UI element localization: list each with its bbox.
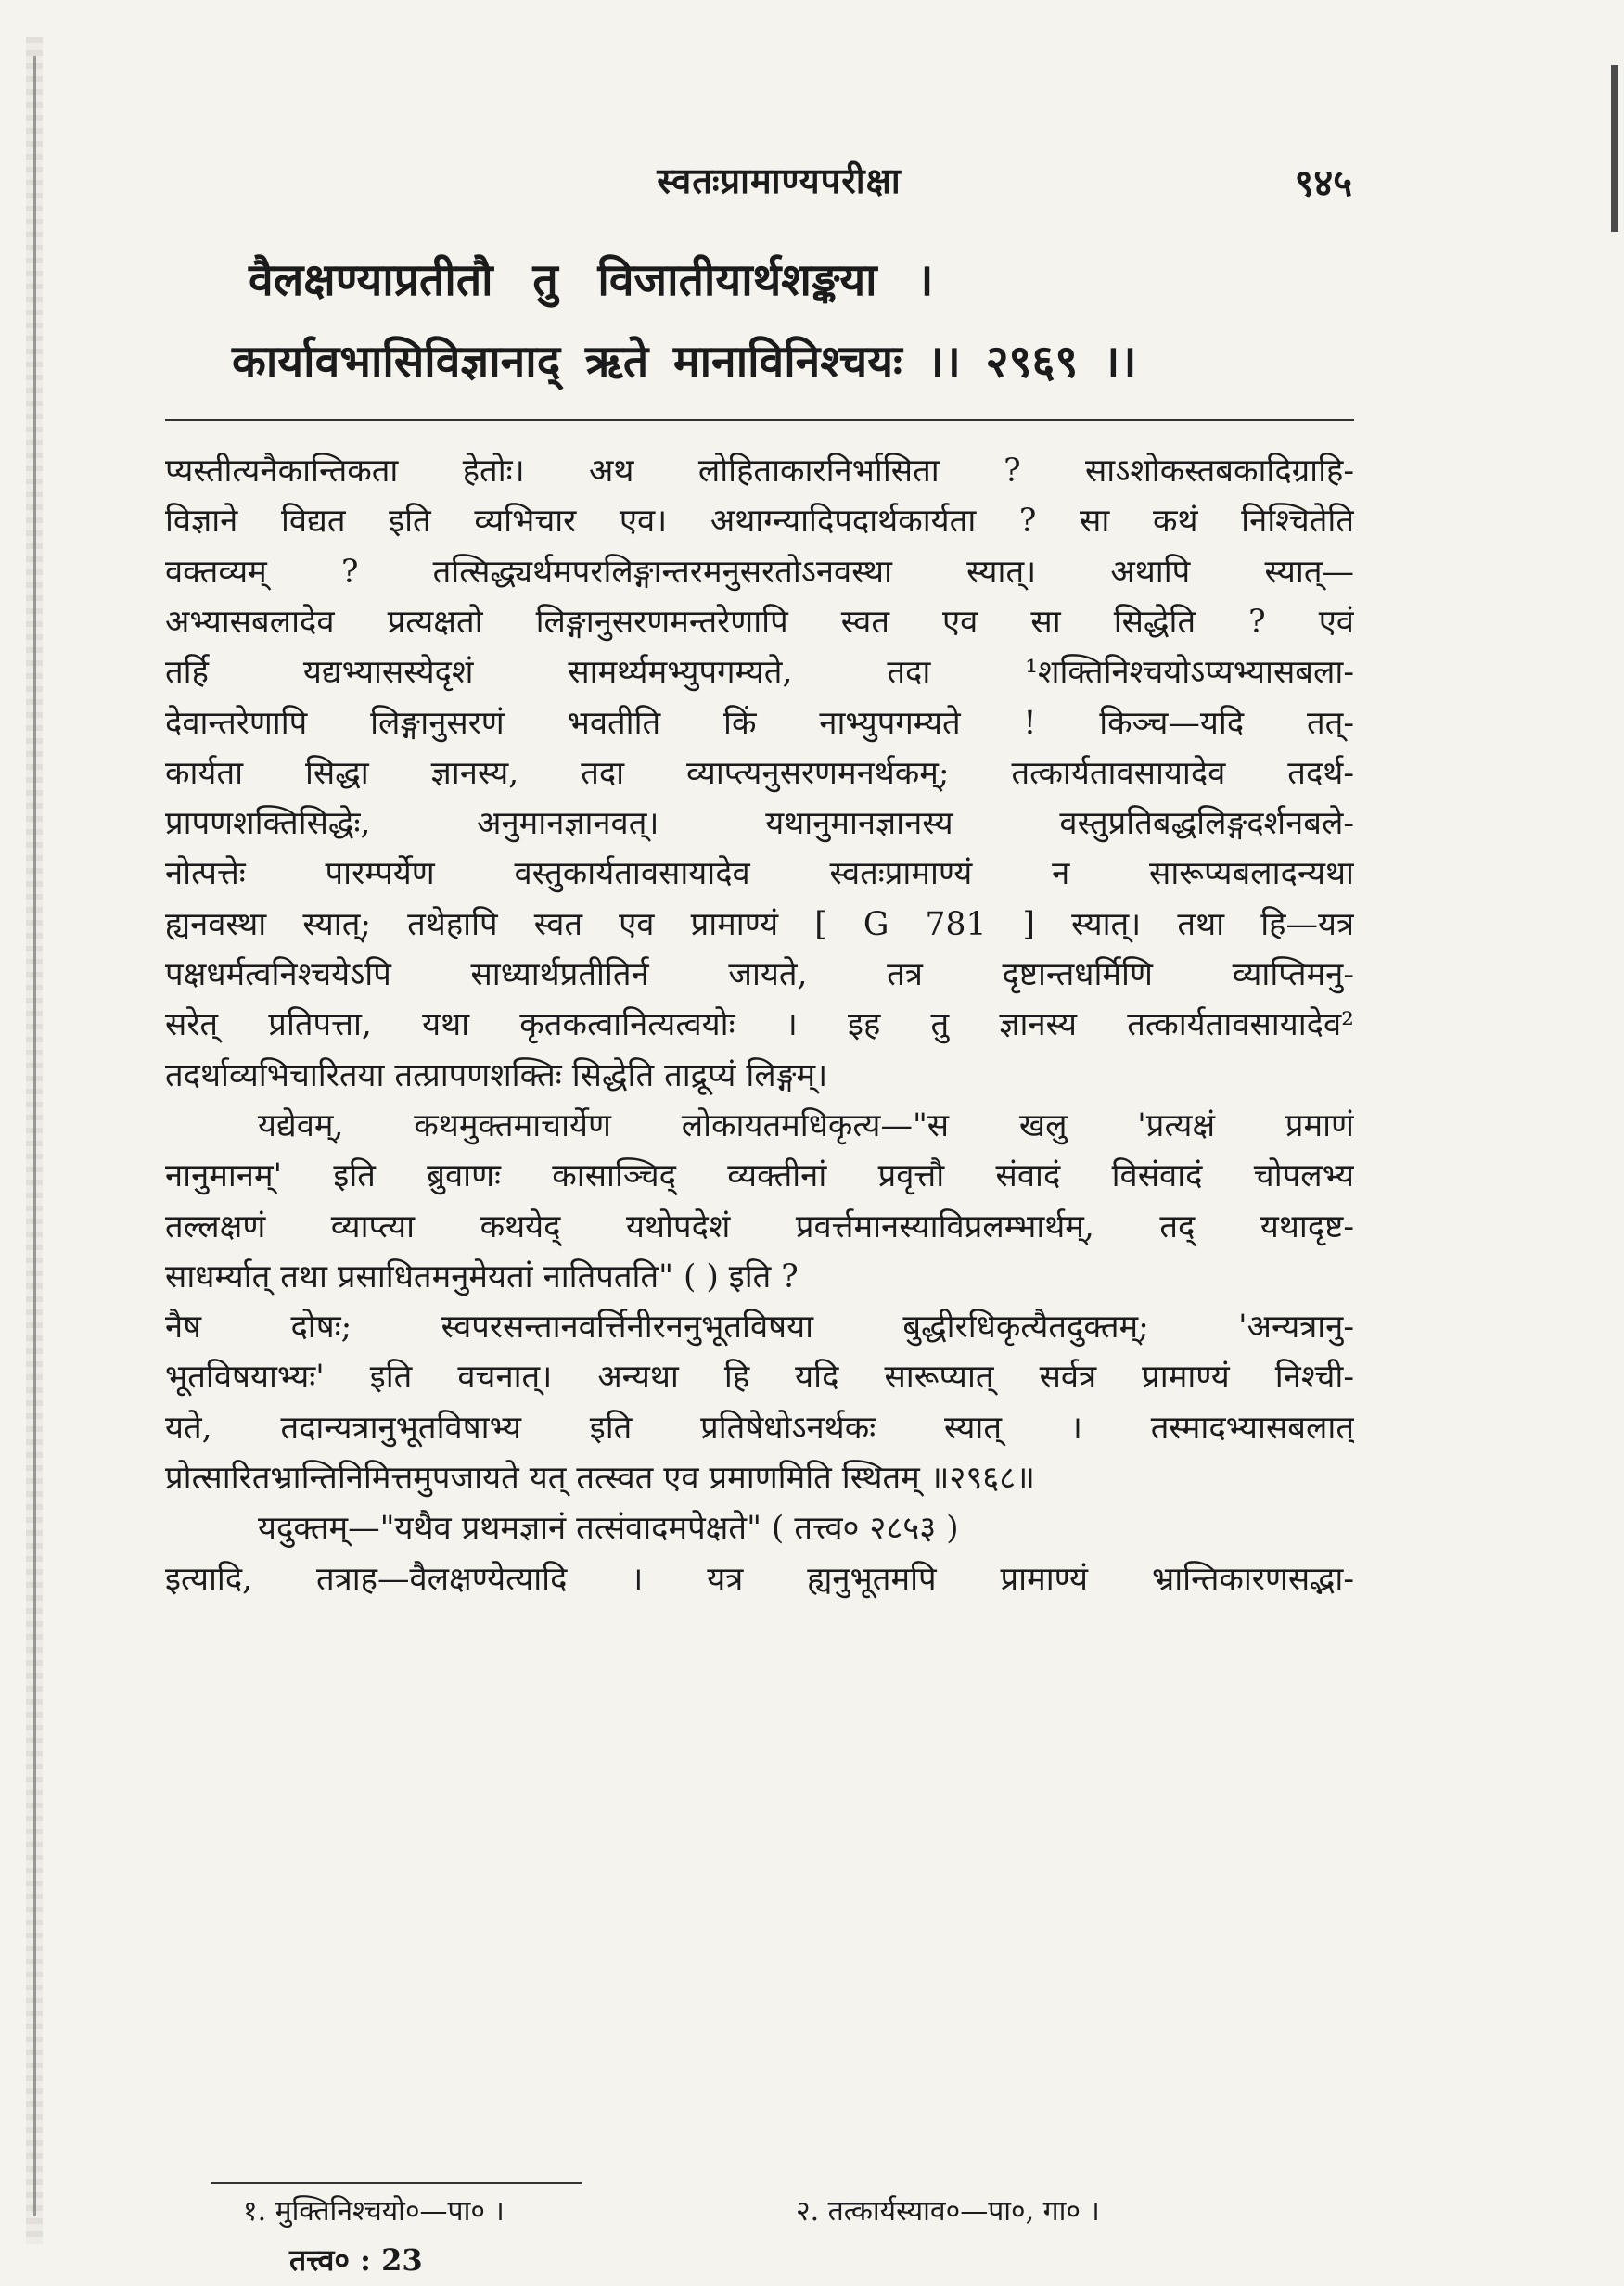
footnote-1: १. मुक्तिनिश्चयो०—पा० । bbox=[243, 2195, 505, 2228]
body-line: प्रापणशक्तिसिद्धेः, अनुमानज्ञानवत्। यथानुमानज्ञानस्य वस्तुप्रतिबद्धलिङ्गदर्शनबले- bbox=[165, 805, 1354, 843]
body-line: यते, तदान्यत्रानुभूतविषाभ्य इति प्रतिषेधोऽनर्थकः स्यात् । तस्मादभ्यासबलात् bbox=[165, 1409, 1354, 1447]
body-line: वक्तव्यम् ? तत्सिद्ध्यर्थमपरलिङ्गान्तरमनुसरतोऽनवस्था स्यात्। अथापि स्यात्— bbox=[165, 553, 1354, 591]
verse-line-1: वैलक्षण्याप्रतीतौ तु विजातीयार्थशङ्कया । bbox=[249, 254, 934, 306]
scan-binding-line bbox=[33, 56, 36, 2216]
body-line: नोत्पत्तेः पारम्पर्येण वस्तुकार्यतावसायादेव स्वतःप्रामाण्यं न सारूप्यबलादन्यथा bbox=[165, 855, 1354, 893]
body-line: यदुक्तम्—"यथैव प्रथमज्ञानं तत्संवादमपेक्षते" ( तत्त्व० २८५३ ) bbox=[258, 1510, 959, 1548]
running-head: स्वतःप्रामाण्यपरीक्षा bbox=[657, 160, 902, 201]
body-line: पक्षधर्मत्वनिश्चयेऽपि साध्यार्थप्रतीतिर्न जायते, तत्र दृष्टान्तधर्मिणि व्याप्तिमनु- bbox=[165, 956, 1354, 993]
body-line: नानुमानम्' इति ब्रुवाणः कासाञ्चिद् व्यक्तीनां प्रवृत्तौ संवादं विसंवादं चोपलभ्य bbox=[165, 1157, 1354, 1195]
body-line: प्रोत्सारितभ्रान्तिनिमित्तमुपजायते यत् तत्स्वत एव प्रमाणमिति स्थितम् ॥२९६८॥ bbox=[165, 1460, 1035, 1497]
body-line: तर्हि यद्यभ्यासस्येदृशं सामर्थ्यमभ्युपगम्यते, तदा ¹शक्तिनिश्चयोऽप्यभ्यासबला- bbox=[165, 654, 1354, 692]
body-line: इत्यादि, तत्राह—वैलक्षण्येत्यादि । यत्र ह्यनुभूतमपि प्रामाण्यं भ्रान्तिकारणसद्भा- bbox=[165, 1560, 1354, 1598]
body-line: अभ्यासबलादेव प्रत्यक्षतो लिङ्गानुसरणमन्तरेणापि स्वत एव सा सिद्धेति ? एवं bbox=[165, 603, 1354, 641]
body-line: साधर्म्यात् तथा प्रसाधितमनुमेयतां नातिपतति" ( ) इति ? bbox=[165, 1258, 799, 1296]
body-line: कार्यता सिद्धा ज्ञानस्य, तदा व्याप्त्यनुसरणमनर्थकम्; तत्कार्यतावसायादेव तदर्थ- bbox=[165, 754, 1354, 792]
verse-line-2: कार्यावभासिविज्ञानाद् ऋते मानाविनिश्चयः ।। २९६९ ।। bbox=[232, 336, 1137, 388]
signature-mark: तत्त्व० : 23 bbox=[289, 2242, 423, 2278]
footnote-2: २. तत्कार्यस्याव०—पा०, गा० । bbox=[796, 2195, 1100, 2228]
body-line: यद्येवम्, कथमुक्तमाचार्येण लोकायतमधिकृत्य—"स खलु 'प्रत्यक्षं प्रमाणं bbox=[258, 1106, 1354, 1144]
body-line: तदर्थाव्यभिचारितया तत्प्रापणशक्तिः सिद्धेति ताद्रूप्यं लिङ्गम्। bbox=[165, 1056, 828, 1094]
body-line: देवान्तरेणापि लिङ्गानुसरणं भवतीति किं नाभ्युपगम्यते ! किञ्च—यदि तत्- bbox=[165, 704, 1354, 742]
page-number: ९४५ bbox=[1294, 161, 1352, 205]
body-line: सरेत् प्रतिपत्ता, यथा कृतकत्वानित्यत्वयोः । इह तु ज्ञानस्य तत्कार्यतावसायादेव² bbox=[165, 1006, 1354, 1044]
body-line: नैष दोषः; स्वपरसन्तानवर्त्तिनीरननुभूतविषया बुद्धीरधिकृत्यैतदुक्तम्; 'अन्यत्रानु- bbox=[165, 1309, 1354, 1347]
scan-edge-right bbox=[1611, 65, 1618, 232]
body-line: प्यस्तीत्यनैकान्तिकता हेतोः। अथ लोहिताकारनिर्भासिता ? साऽशोकस्तबकादिग्राहि- bbox=[165, 453, 1354, 490]
footnote-divider bbox=[211, 2182, 582, 2184]
body-line: विज्ञाने विद्यत इति व्यभिचार एव। अथाग्न्यादिपदार्थकार्यता ? सा कथं निश्चितेति bbox=[165, 503, 1354, 541]
section-divider bbox=[165, 419, 1354, 421]
body-line: भूतविषयाभ्यः' इति वचनात्। अन्यथा हि यदि सारूप्यात् सर्वत्र प्रामाण्यं निश्ची- bbox=[165, 1359, 1354, 1397]
body-line: ह्यनवस्था स्यात्; तथेहापि स्वत एव प्रामाण्यं [ G 781 ] स्यात्। तथा हि—यत्र bbox=[165, 905, 1354, 943]
body-line: तल्लक्षणं व्याप्त्या कथयेद् यथोपदेशं प्रवर्त्तमानस्याविप्रलम्भार्थम्, तद् यथादृष्ट- bbox=[165, 1207, 1354, 1245]
